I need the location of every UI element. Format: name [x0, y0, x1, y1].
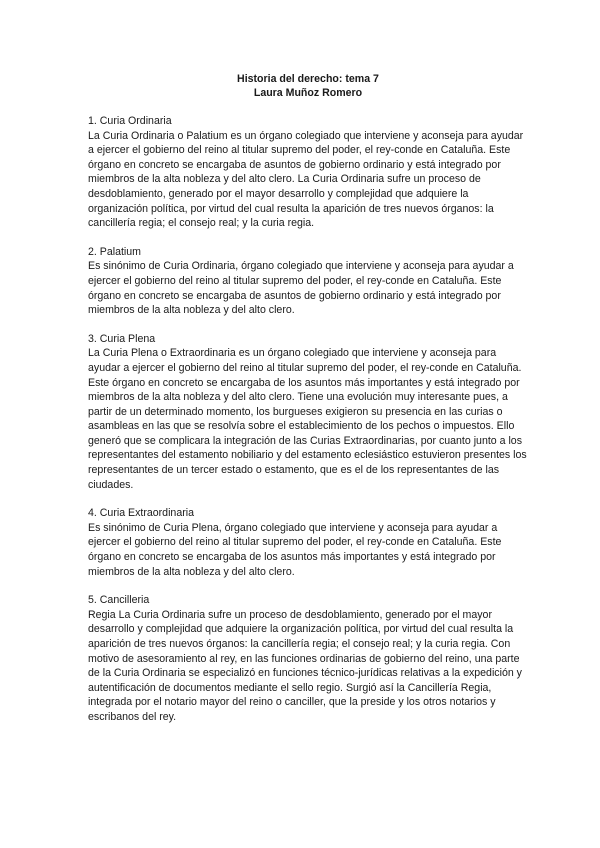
section-heading: 2. Palatium [88, 245, 141, 258]
section-heading: 4. Curia Extraordinaria [88, 507, 194, 520]
document-header [88, 72, 528, 100]
section-curia-plena [88, 332, 528, 493]
document-author: Laura Muñoz Romero [253, 87, 363, 99]
section-body: La Curia Ordinaria o Palatium es un órgano colegiado que interviene y aconseja para ayudar a ejercer el gobierno del reino al titular supremo del poder, el rey-conde en Cataluña. Este órgano en concreto se encargaba de asuntos de gobierno ordinario y está integrado por miembros de la alta nobleza y del alto clero. La Curia Ordinaria sufre un proceso de desdoblamiento, generado por el mayor desarrollo y complejidad que adquiere la organización política, por virtud del cual resulta la aparición de tres nuevos órganos: la cancillería regia; el consejo real; y la curia regia. [88, 129, 524, 230]
section-curia-ordinaria [88, 114, 528, 231]
section-curia-extraordinaria [88, 506, 528, 579]
section-heading: 1. Curia Ordinaria [88, 115, 172, 127]
section-heading: 5. Cancilleria [88, 594, 150, 607]
section-body: Es sinónimo de Curia Plena, órgano colegiado que interviene y aconseja para ayudar a ejercer el gobierno del reino al titular supremo del poder, el rey-conde en Cataluña. Este órgano en concreto se encargaba de los asuntos más importantes y está integrado por miembros de la alta nobleza y del alto clero. [88, 521, 502, 578]
document-title: Historia del derecho: tema 7 [237, 73, 379, 85]
section-cancilleria [88, 593, 528, 724]
section-body: Regia La Curia Ordinaria sufre un proceso de desdoblamiento, generado por el mayor desarrollo y complejidad que adquiere la organización política, por virtud del cual resulta la aparición de tres nuevos órganos: la cancillería regia; el consejo real; y la curia regia. Con motivo de asesoramiento al rey, en las funciones ordinarias de gobierno del reino, una parte de la Curia Ordinaria se especializó en funciones técnico-jurídicas relativas a la expedición y autentificación de documentos mediante el sello regio. Surgió así la Cancillería Regia, integrada por el notario mayor del reino o canciller, que la preside y los otros notarios y escribanos del rey. [88, 608, 522, 723]
section-body: Es sinónimo de Curia Ordinaria, órgano colegiado que interviene y aconseja para ayudar a ejercer el gobierno del reino al titular supremo del poder, el rey-conde en Cataluña. Este órgano en concreto se encargaba de asuntos de gobierno ordinario y está integrado por miembros de la alta nobleza y del alto clero. [88, 260, 514, 317]
section-body: La Curia Plena o Extraordinaria es un órgano colegiado que interviene y aconseja para ayudar a ejercer el gobierno del reino al titular supremo del poder, el rey-conde en Cataluña. Este órgano en concreto se encargaba de los asuntos más importantes y está integrado por miembros de la alta nobleza y del alto clero. Tiene una evolución muy interesante pues, a partir de un determinado momento, los burgueses exigieron su presencia en las curias o asambleas en las que se resolvía sobre el establecimiento de los pechos o impuestos. Ello generó que se complicara la integración de las Curias Extraordinarias, por cuanto junto a los representantes del estamento nobiliario y del estamento eclesiástico estuvieron presentes los representantes de un tercer estado o estamento, que es el de los representantes de las ciudades. [88, 347, 527, 491]
section-palatium [88, 245, 528, 318]
section-heading: 3. Curia Plena [88, 332, 156, 345]
